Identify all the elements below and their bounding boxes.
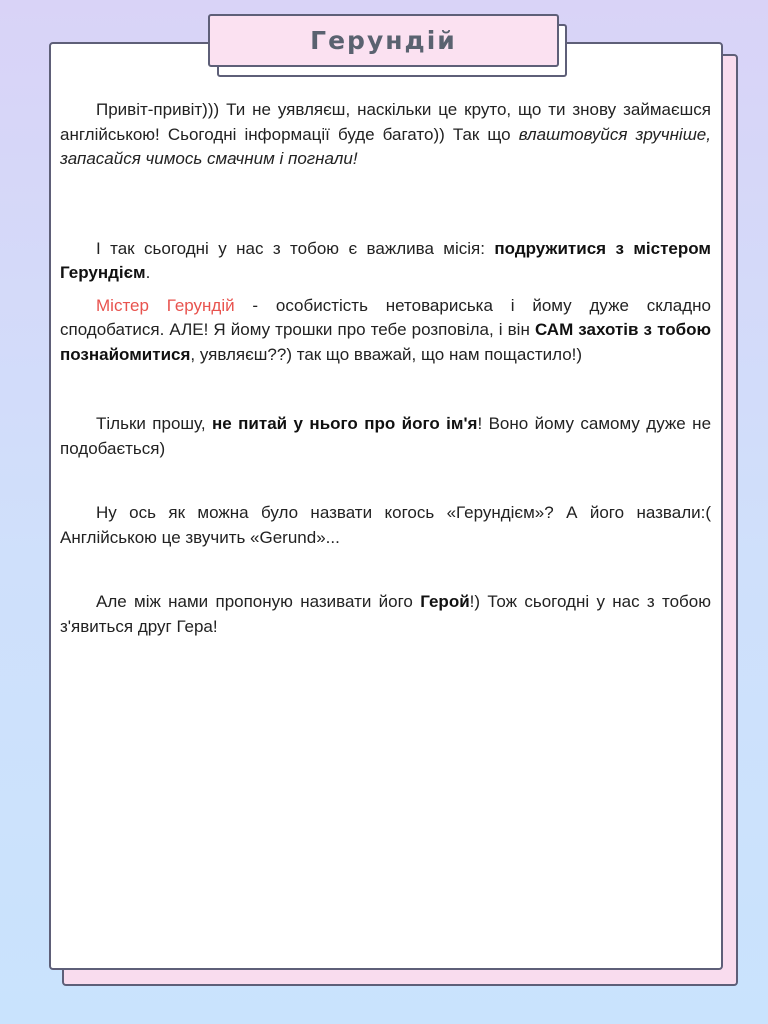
name-bold: не питай у нього про його ім'я <box>212 414 478 433</box>
mission-end: . <box>145 263 151 282</box>
hero-text-1: Але між нами пропоную називати його <box>96 592 421 611</box>
paragraph-intro <box>60 98 711 172</box>
paragraph-mister <box>60 294 711 368</box>
paragraph-name <box>60 412 711 461</box>
title-banner <box>208 14 559 67</box>
mission-text: І так сьогодні у нас з тобою є важлива місія: <box>96 238 495 258</box>
mister-text-1: - особистість нетовариська і йому дуже складно сподобатися. АЛЕ! Я йому трошки про тебе розповіла, і він <box>60 295 711 339</box>
mission-bold: подружитися з містером Герундієм <box>60 238 711 282</box>
lesson-text <box>60 98 711 639</box>
paragraph-gerund <box>60 501 711 550</box>
gerund-text: Ну ось як можна було назвати когось «Герундієм»? А його назвали:( Англійською це звучить «Gerund»... <box>60 503 711 547</box>
paragraph-mission <box>60 237 711 286</box>
page-title: Герундій <box>310 26 457 55</box>
mister-text-2: , уявляєш??) так що вважай, що нам пощастило!) <box>190 344 583 364</box>
name-text-1: Тільки прошу, <box>96 414 213 433</box>
hero-text-2: !) Тож сьогодні у нас з тобою з'явиться друг Гера! <box>60 592 711 636</box>
intro-text: Привіт-привіт))) Ти не уявляєш, наскільки це круто, що ти знову займаєшся англійською! Сьогодні інформації буде багато)) Так що <box>60 100 711 144</box>
intro-italic: влаштовуйся зручніше, запасайся чимось смачним і погнали! <box>60 124 711 168</box>
hero-bold: Герой <box>420 592 470 611</box>
name-text-2: ! Воно йому самому дуже не подобається) <box>60 414 712 458</box>
mister-bold: САМ захотів з тобою познайомитися <box>60 320 711 364</box>
mister-gerund-red: Містер Герундій <box>96 295 235 315</box>
paragraph-hero <box>60 590 711 639</box>
